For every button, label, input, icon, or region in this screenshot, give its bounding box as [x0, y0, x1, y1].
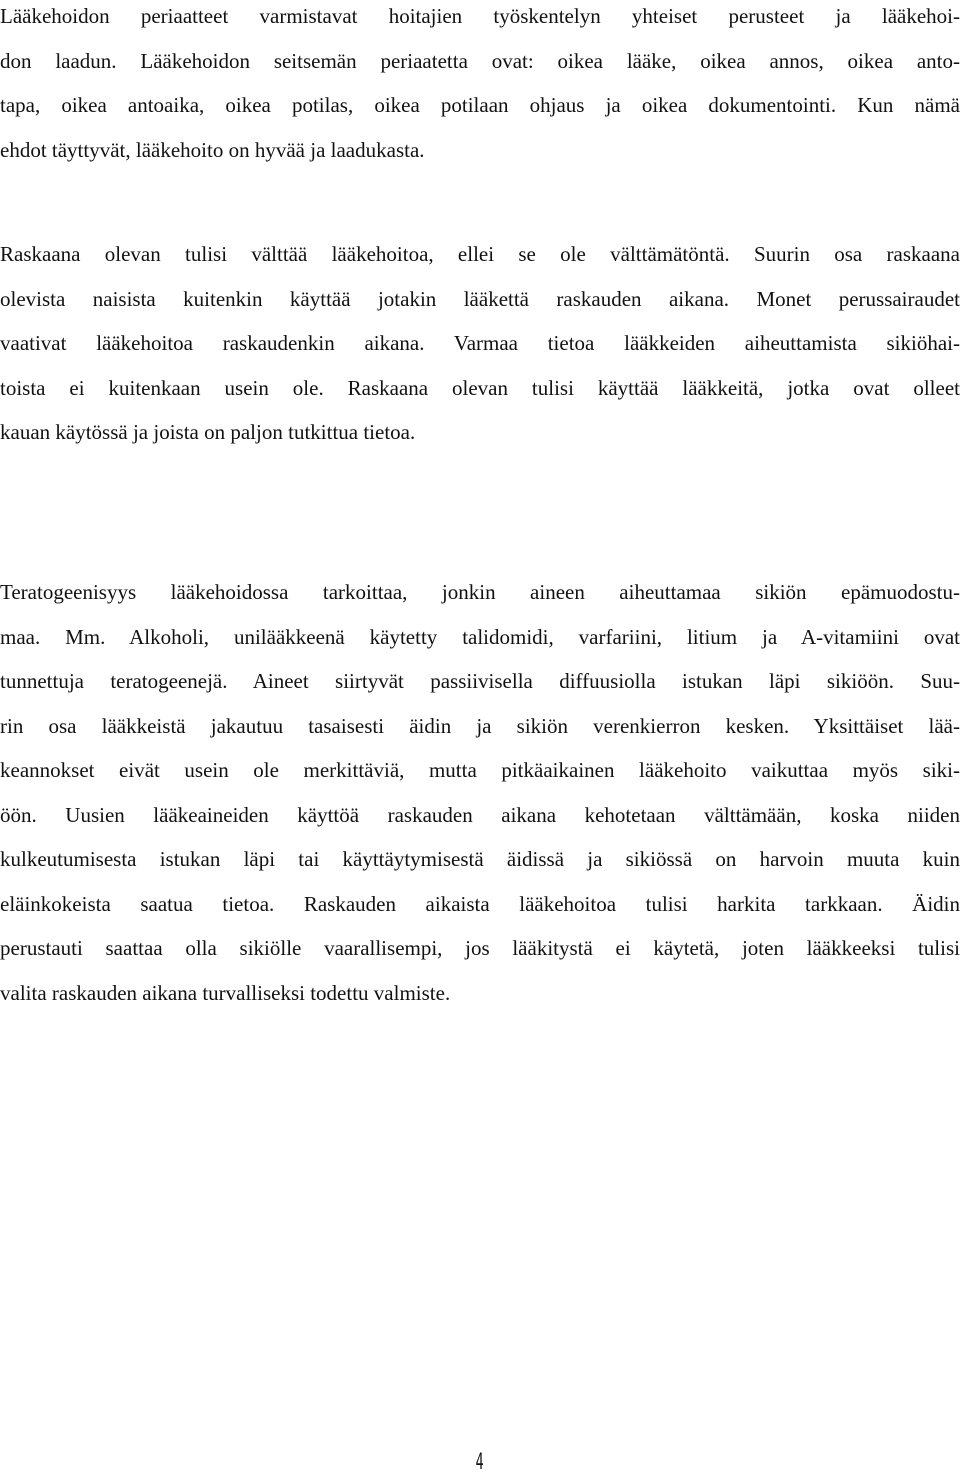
text-line: ehdot täyttyvät, lääkehoito on hyvää ja laadukasta. — [0, 137, 425, 162]
paragraph-medication-principles — [0, 0, 960, 172]
text-line: kauan käytössä ja joista on paljon tutkittua tietoa. — [0, 420, 416, 444]
text-line: toista ei kuitenkaan usein ole. Raskaana olevan tulisi käyttää lääkkeitä, jotka ovat olleet — [0, 375, 960, 400]
text-line: eläinkokeista saatua tietoa. Raskauden aikaista lääkehoitoa tulisi harkita tarkkaan. Äidin — [0, 891, 960, 916]
text-line: vaativat lääkehoitoa raskaudenkin aikana. Varmaa tietoa lääkkeiden aiheuttamista sikiöhai- — [0, 331, 960, 355]
text-line: Teratogeenisyys lääkehoidossa tarkoittaa, jonkin aineen aiheuttamaa sikiön epämuodostu- — [0, 580, 960, 604]
text-line: olevista naisista kuitenkin käyttää jotakin lääkettä raskauden aikana. Monet perussairaudet — [0, 286, 960, 311]
text-line: rin osa lääkkeistä jakautuu tasaisesti äidin ja sikiön verenkierron kesken. Yksittäiset lää- — [0, 713, 960, 738]
text-line: valita raskauden aikana turvalliseksi todettu valmiste. — [0, 980, 451, 1005]
text-line: tunnettuja teratogeenejä. Aineet siirtyvät passiivisella diffuusiolla istukan läpi sikiöön. Suu- — [0, 669, 960, 693]
text-line: perustauti saattaa olla sikiölle vaarallisempi, jos lääkitystä ei käytetä, joten lääkkeeksi tulisi — [0, 936, 960, 960]
text-line: keannokset eivät usein ole merkittäviä, mutta pitkäaikainen lääkehoito vaikuttaa myös siki- — [0, 758, 960, 782]
text-line: öön. Uusien lääkeaineiden käyttöä raskauden aikana kehotetaan välttämään, koska niiden — [0, 802, 960, 827]
paragraph-teratogenicity — [0, 570, 960, 1015]
text-line: don laadun. Lääkehoidon seitsemän periaatetta ovat: oikea lääke, oikea annos, oikea anto- — [0, 48, 960, 73]
text-line: Lääkehoidon periaatteet varmistavat hoitajien työskentelyn yhteiset perusteet ja lääkehoi- — [0, 4, 960, 28]
text-line: Raskaana olevan tulisi välttää lääkehoitoa, ellei se ole välttämätöntä. Suurin osa raskaana — [0, 242, 960, 266]
text-line: kulkeutumisesta istukan läpi tai käyttäytymisestä äidissä ja sikiössä on harvoin muuta kuin — [0, 847, 960, 871]
paragraph-pregnancy-medication — [0, 232, 960, 455]
text-line: tapa, oikea antoaika, oikea potilas, oikea potilaan ohjaus ja oikea dokumentointi. Kun nämä — [0, 93, 960, 117]
text-line: maa. Mm. Alkoholi, unilääkkeenä käytetty talidomidi, varfariini, litium ja A-vitamiini ovat — [0, 624, 960, 649]
page-number: 4 — [475, 1450, 484, 1475]
